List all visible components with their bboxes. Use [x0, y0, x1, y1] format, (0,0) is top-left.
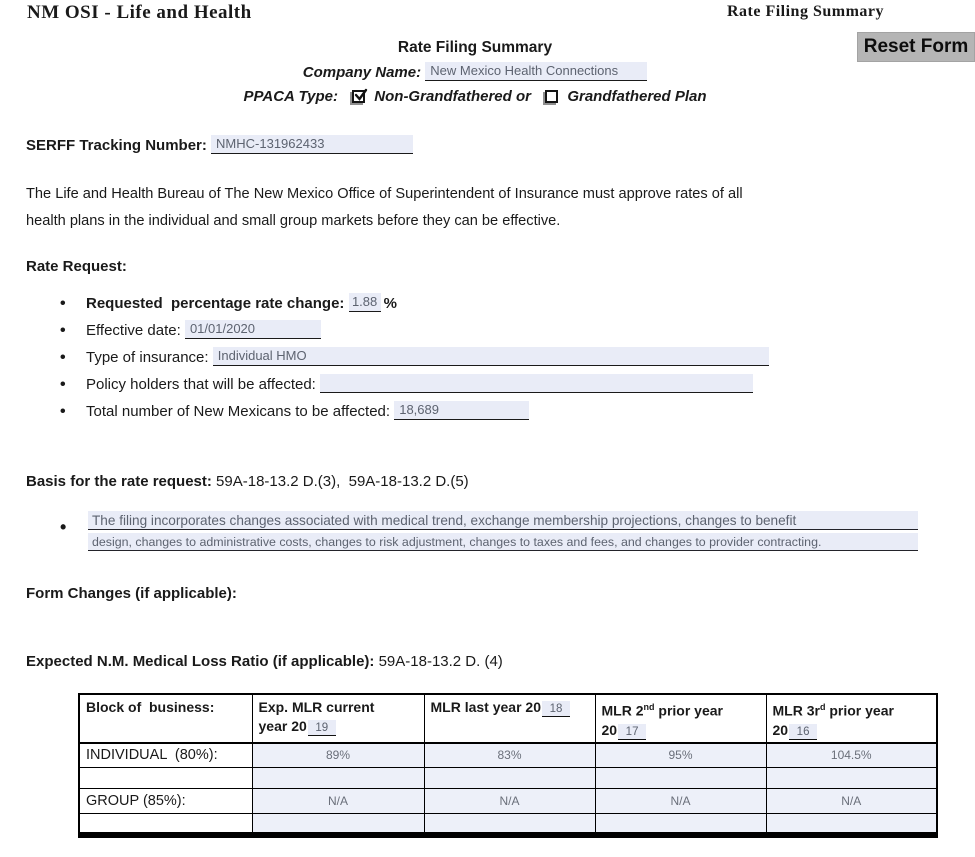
table-row-blank: [79, 814, 937, 835]
mlr-cell[interactable]: 83%: [424, 743, 595, 768]
header-text: 20: [601, 721, 618, 738]
company-name-row: [0, 62, 950, 81]
bullet-effective-date: [60, 317, 975, 344]
mlr-cell[interactable]: N/A: [766, 789, 937, 814]
basis-description-field[interactable]: [60, 511, 975, 551]
basis-description-line-2[interactable]: design, changes to administrative costs, changes to risk adjustment, changes to taxes and fees, and changes to provider contracting.: [88, 533, 918, 551]
page-title: Rate Filing Summary: [397, 39, 553, 56]
mlr-year-field-current[interactable]: 19: [308, 720, 336, 736]
mlr-cell[interactable]: 95%: [595, 743, 766, 768]
checkmark-icon: [353, 87, 369, 103]
effective-date-label: Effective date:: [86, 322, 185, 339]
header-text: MLR 2: [601, 702, 644, 719]
mlr-cell[interactable]: 89%: [252, 743, 424, 768]
mlr-year-field-last[interactable]: 18: [542, 701, 570, 717]
company-name-field[interactable]: New Mexico Health Connections: [425, 62, 647, 81]
bullet-policy-holders: [60, 371, 975, 398]
table-row-individual: [79, 743, 937, 768]
policy-holders-label: Policy holders that will be affected:: [86, 376, 321, 393]
mlr-year-field-2nd-prior[interactable]: 17: [618, 724, 646, 740]
bullet-rate-change: [60, 290, 975, 317]
header-mlr-3rd-prior: [766, 694, 937, 743]
basis-citation: 59A-18-13.2 D.(3), 59A-18-13.2 D.(5): [211, 473, 469, 490]
table-row-group: [79, 789, 937, 814]
basis-label: Basis for the rate request:: [26, 473, 212, 490]
mlr-cell[interactable]: [252, 814, 424, 835]
header-text: MLR last year 20: [430, 699, 541, 715]
header-text: prior year: [825, 702, 894, 719]
effective-date-field[interactable]: 01/01/2020: [185, 320, 321, 339]
expected-mlr-row: [26, 653, 975, 670]
mlr-year-field-3rd-prior[interactable]: 16: [789, 724, 817, 740]
mlr-table: [78, 693, 938, 838]
percent-suffix: %: [383, 295, 397, 312]
form-changes-heading: Form Changes (if applicable):: [26, 585, 237, 602]
mlr-table-header-row: [79, 694, 937, 743]
intro-line-1: The Life and Health Bureau of The New Mexico Office of Superintendent of Insurance must approve rates of all: [26, 186, 743, 202]
header-text: MLR 3r: [772, 702, 820, 719]
rate-change-label: Requested percentage rate change:: [86, 295, 349, 312]
mlr-cell[interactable]: [595, 768, 766, 789]
mlr-cell[interactable]: N/A: [252, 789, 424, 814]
grandfathered-checkbox[interactable]: [545, 90, 558, 103]
mlr-cell[interactable]: [424, 814, 595, 835]
mlr-cell[interactable]: 104.5%: [766, 743, 937, 768]
serff-tracking-field[interactable]: NMHC-131962433: [211, 135, 413, 154]
bullet-insurance-type: [60, 344, 975, 371]
header-exp-mlr-current: [252, 694, 424, 743]
mlr-cell[interactable]: [595, 814, 766, 835]
row-label-blank: [79, 814, 252, 835]
ppaca-type-row: [0, 88, 950, 105]
header-text: 20: [772, 721, 789, 738]
mlr-cell[interactable]: [424, 768, 595, 789]
basis-heading-row: [26, 473, 975, 490]
company-name-label: Company Name:: [302, 64, 422, 81]
osi-brand-text: NM OSI - Life and Health: [27, 2, 252, 23]
non-grandfathered-label: Non-Grandfathered or: [374, 88, 531, 105]
policy-holders-field[interactable]: [320, 374, 753, 393]
header-text: year 20: [258, 718, 307, 734]
corner-page-title: Rate Filing Summary: [726, 3, 884, 20]
ppaca-type-label: PPACA Type:: [243, 88, 338, 105]
rate-request-list: [0, 290, 975, 425]
total-affected-field[interactable]: 18,689: [394, 401, 529, 420]
header-text: Block of business:: [86, 699, 215, 715]
rate-change-field[interactable]: 1.88: [349, 293, 381, 312]
serff-row: [26, 135, 975, 154]
row-label-group: GROUP (85%):: [79, 789, 252, 814]
header-mlr-last-year: [424, 694, 595, 743]
mlr-cell[interactable]: N/A: [424, 789, 595, 814]
row-label-blank: [79, 768, 252, 789]
intro-line-2: health plans in the individual and small group markets before they can be effective.: [26, 213, 561, 229]
mlr-cell[interactable]: N/A: [595, 789, 766, 814]
row-label-individual: INDIVIDUAL (80%):: [79, 743, 252, 768]
expected-mlr-label: Expected N.M. Medical Loss Ratio (if applicable):: [26, 653, 375, 670]
header-text: Exp. MLR current: [258, 699, 375, 715]
intro-paragraph: [26, 181, 975, 235]
expected-mlr-citation: 59A-18-13.2 D. (4): [374, 653, 503, 670]
insurance-type-label: Type of insurance:: [86, 349, 213, 366]
mlr-cell[interactable]: [252, 768, 424, 789]
basis-description-line-1[interactable]: • The filing incorporates changes associated with medical trend, exchange membership projections, changes to benefit: [88, 511, 918, 530]
rate-request-heading: Rate Request:: [26, 258, 127, 275]
mlr-cell[interactable]: [766, 814, 937, 835]
header-block-of-business: [79, 694, 252, 743]
table-row-blank: [79, 768, 937, 789]
header-text: prior year: [654, 702, 723, 719]
ordinal-superscript: nd: [643, 702, 655, 712]
header-mlr-2nd-prior: [595, 694, 766, 743]
total-affected-label: Total number of New Mexicans to be affected:: [86, 403, 395, 420]
serff-label: SERFF Tracking Number:: [26, 137, 207, 154]
mlr-cell[interactable]: [766, 768, 937, 789]
non-grandfathered-checkbox[interactable]: [352, 90, 365, 103]
ordinal-superscript: d: [819, 702, 826, 712]
insurance-type-field[interactable]: Individual HMO: [213, 347, 769, 366]
grandfathered-label: Grandfathered Plan: [567, 88, 707, 105]
reset-form-button[interactable]: Reset Form: [857, 32, 975, 62]
bullet-total-affected: [60, 398, 975, 425]
